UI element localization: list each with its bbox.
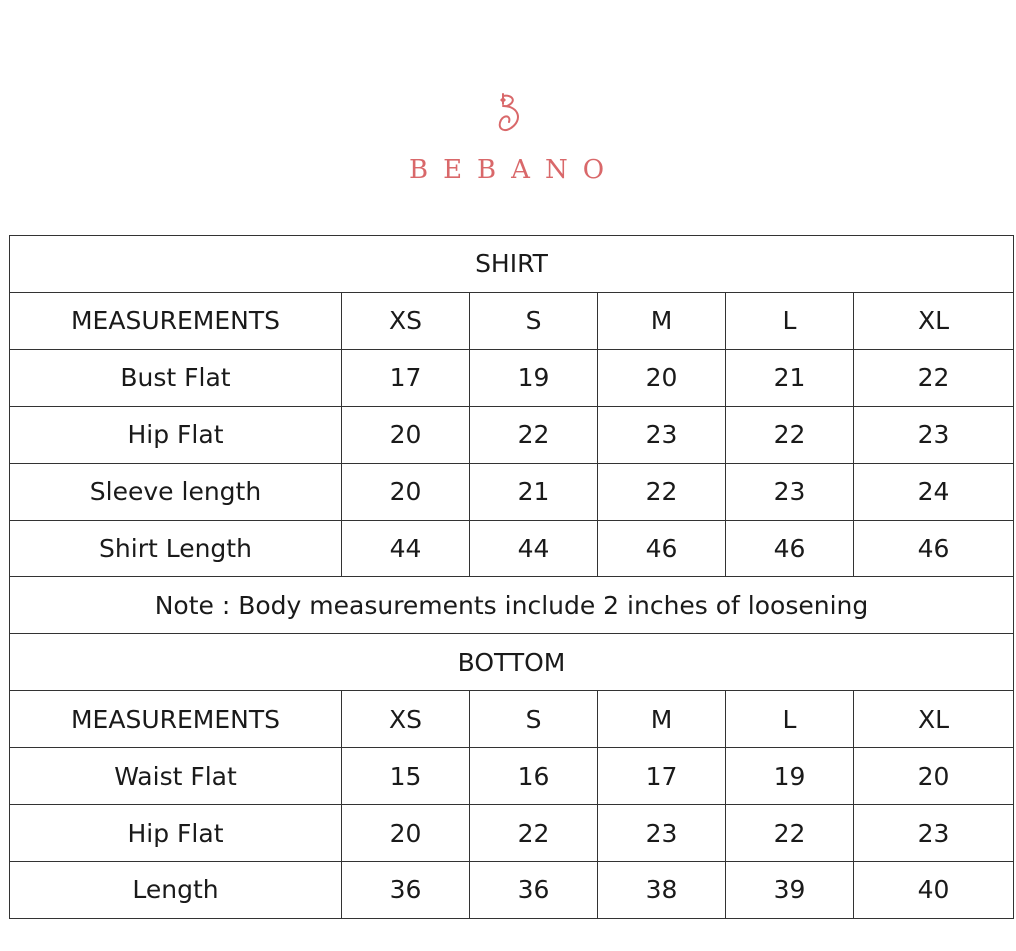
measurement-label: Hip Flat: [10, 406, 342, 463]
table-row: [10, 805, 1014, 862]
value-cell: 17: [598, 748, 726, 805]
value-cell: 20: [342, 406, 470, 463]
measurement-label: Length: [10, 861, 342, 918]
value-cell: 17: [342, 349, 470, 406]
value-cell: 23: [854, 805, 1014, 862]
header-cell: S: [470, 691, 598, 748]
value-cell: 19: [470, 349, 598, 406]
loosening-note: Note : Body measurements include 2 inches of loosening: [10, 577, 1014, 634]
header-cell: MEASUREMENTS: [10, 691, 342, 748]
value-cell: 19: [726, 748, 854, 805]
header-cell: MEASUREMENTS: [10, 292, 342, 349]
note-row: [10, 577, 1014, 634]
table-row: [10, 406, 1014, 463]
value-cell: 20: [854, 748, 1014, 805]
bottom-header-row: [10, 691, 1014, 748]
table-row: [10, 463, 1014, 520]
header-cell: XL: [854, 691, 1014, 748]
brand-header: [0, 0, 1016, 235]
value-cell: 20: [342, 463, 470, 520]
value-cell: 46: [726, 520, 854, 577]
value-cell: 46: [598, 520, 726, 577]
size-chart-table: [9, 235, 1014, 919]
table-row: [10, 520, 1014, 577]
value-cell: 44: [470, 520, 598, 577]
value-cell: 22: [598, 463, 726, 520]
value-cell: 46: [854, 520, 1014, 577]
value-cell: 20: [342, 805, 470, 862]
measurement-label: Shirt Length: [10, 520, 342, 577]
value-cell: 23: [598, 805, 726, 862]
value-cell: 23: [726, 463, 854, 520]
table-row: [10, 748, 1014, 805]
value-cell: 21: [470, 463, 598, 520]
value-cell: 23: [598, 406, 726, 463]
value-cell: 22: [726, 805, 854, 862]
value-cell: 20: [598, 349, 726, 406]
header-cell: XS: [342, 691, 470, 748]
measurement-label: Hip Flat: [10, 805, 342, 862]
value-cell: 38: [598, 861, 726, 918]
value-cell: 36: [342, 861, 470, 918]
shirt-header-row: [10, 292, 1014, 349]
value-cell: 22: [470, 805, 598, 862]
header-cell: M: [598, 292, 726, 349]
header-cell: XL: [854, 292, 1014, 349]
value-cell: 44: [342, 520, 470, 577]
bebano-logo-icon: [491, 90, 527, 138]
bottom-title-row: [10, 634, 1014, 691]
value-cell: 24: [854, 463, 1014, 520]
value-cell: 23: [854, 406, 1014, 463]
measurement-label: Waist Flat: [10, 748, 342, 805]
value-cell: 22: [470, 406, 598, 463]
value-cell: 36: [470, 861, 598, 918]
value-cell: 21: [726, 349, 854, 406]
header-cell: S: [470, 292, 598, 349]
table-row: [10, 861, 1014, 918]
header-cell: XS: [342, 292, 470, 349]
value-cell: 22: [854, 349, 1014, 406]
shirt-title-row: [10, 236, 1014, 293]
value-cell: 16: [470, 748, 598, 805]
value-cell: 15: [342, 748, 470, 805]
value-cell: 22: [726, 406, 854, 463]
header-cell: L: [726, 691, 854, 748]
measurement-label: Bust Flat: [10, 349, 342, 406]
header-cell: L: [726, 292, 854, 349]
header-cell: M: [598, 691, 726, 748]
value-cell: 40: [854, 861, 1014, 918]
value-cell: 39: [726, 861, 854, 918]
shirt-section-title: SHIRT: [10, 236, 1014, 293]
table-row: [10, 349, 1014, 406]
brand-name: BEBANO: [408, 155, 620, 185]
measurement-label: Sleeve length: [10, 463, 342, 520]
bottom-section-title: BOTTOM: [10, 634, 1014, 691]
